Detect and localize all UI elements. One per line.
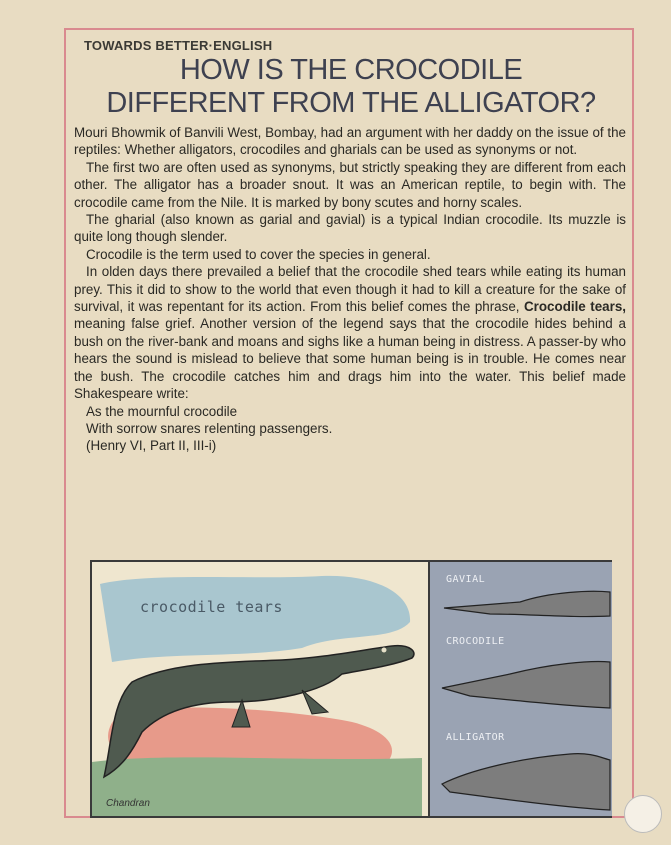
- title-line-2: DIFFERENT FROM THE ALLIGATOR?: [106, 87, 596, 119]
- phrase-crocodile-tears: Crocodile tears,: [524, 299, 626, 315]
- crocodile-label: CROCODILE: [446, 636, 505, 647]
- alligator-snout: [442, 754, 610, 810]
- publisher-logo: [624, 795, 662, 833]
- section-kicker: TOWARDS BETTER·ENGLISH: [84, 38, 273, 53]
- verse-line-2: With sorrow snares relenting passengers.: [86, 420, 333, 436]
- sky-wash: [100, 576, 410, 662]
- article-frame: [64, 28, 634, 818]
- gavial-snout: [444, 591, 610, 616]
- paragraph-1: Mouri Bhowmik of Banvili West, Bombay, had an argument with her daddy on the issue of the reptiles: Whether alligators, crocodiles and gharials can be used as synonyms or not.: [74, 125, 626, 158]
- crocodile-tears-label: crocodile tears: [140, 598, 283, 616]
- article-body: [74, 124, 626, 455]
- paragraph-3: The gharial (also known as garial and gavial) is a typical Indian crocodile. Its muzzle is quite long though slender.: [74, 212, 626, 245]
- crocodile-tears-illustration: [92, 562, 428, 816]
- alligator-label: ALLIGATOR: [446, 732, 505, 743]
- paragraph-4: Crocodile is the term used to cover the species in general.: [86, 246, 431, 262]
- snout-drawings: [430, 562, 612, 816]
- species-comparison-panel: [428, 562, 612, 816]
- gavial-label: GAVIAL: [446, 574, 486, 585]
- paragraph-5: [74, 263, 626, 402]
- artist-signature: Chandran: [106, 798, 150, 809]
- title-line-1: HOW IS THE CROCODILE: [179, 54, 523, 86]
- verse-line-1: As the mournful crocodile: [86, 403, 238, 419]
- crocodile-eye: [382, 648, 387, 653]
- illustration: [90, 560, 612, 818]
- paragraph-5-start: In olden days there prevailed a belief that the crocodile shed tears while eating its human prey. This it did to show to the world that even though it had to kill a creature for the sake of survival, it was repentant for its action. From this belief comes the phrase,: [74, 264, 626, 315]
- crocodile-snout: [442, 662, 610, 709]
- paragraph-2: The first two are often used as synonyms, but strictly speaking they are different from each other. The alligator has a broader snout. It was an American reptile, to begin with. The crocodile came from the Nile. It is marked by bony scutes and horny scales.: [74, 159, 626, 210]
- article-title: [66, 54, 636, 120]
- paragraph-5-end: meaning false grief. Another version of the legend says that the crocodile hides behind a bush on the river-bank and moans and sighs like a human being in distress. A passer-by who hears the sound is mislead to believe that some human being is in trouble. He comes near the bush. The crocodile catches him and drags him into the water. This belief made Shakespeare write:: [74, 316, 626, 402]
- verse-citation: (Henry VI, Part II, III-i): [86, 438, 217, 454]
